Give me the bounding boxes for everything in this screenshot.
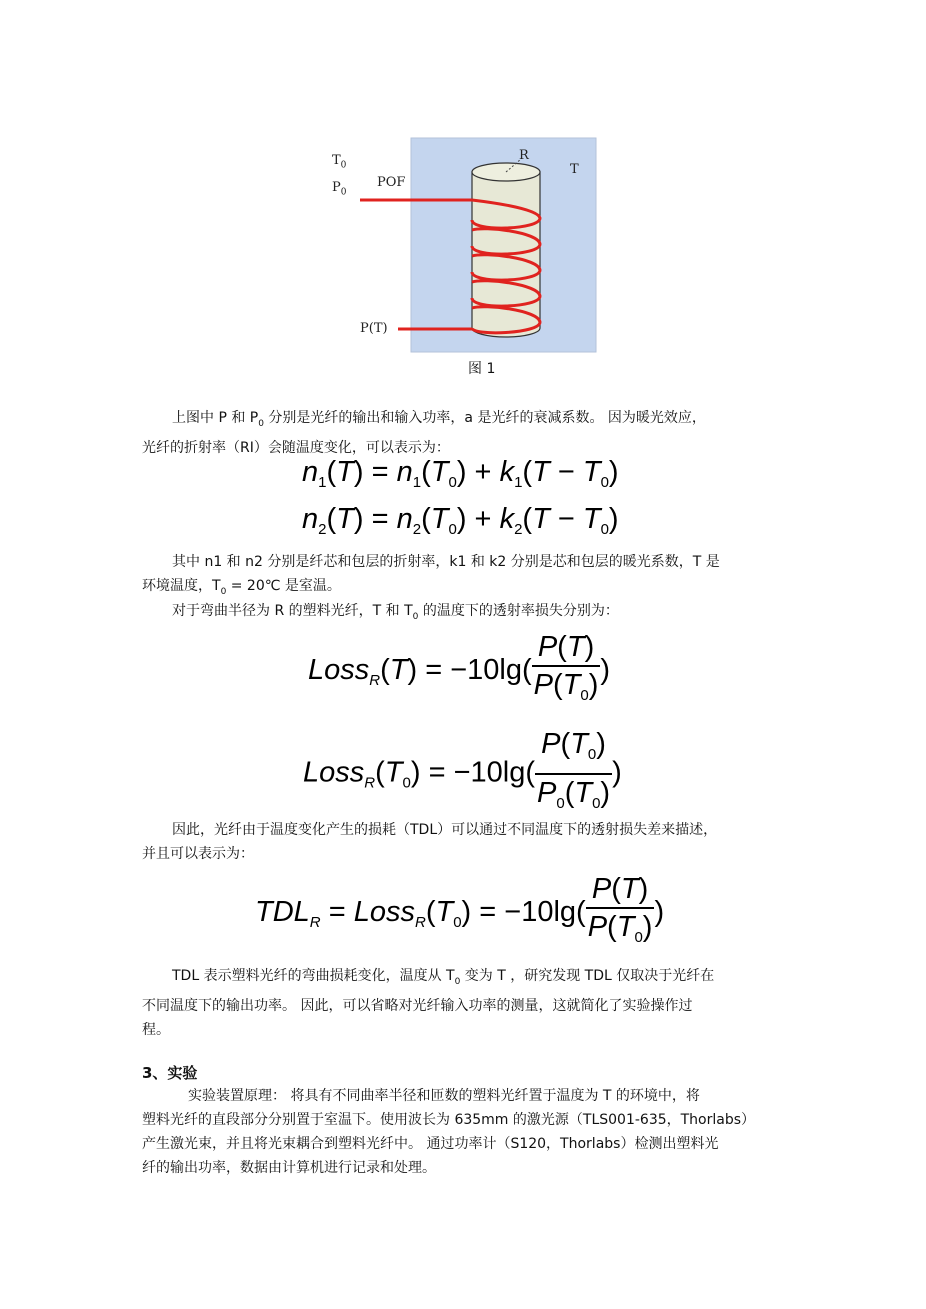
label-output-power: P(T) <box>360 321 388 336</box>
paragraph-tdl-explanation: TDL 表示塑料光纤的弯曲损耗变化，温度从 $T_0$ 变为 T ，研究发现 TDL 仅取决于光纤在 不同温度下的输出功率。 因此，可以省略对光纤输入功率的测量，这就简化了实验操作过 程。 <box>142 968 715 1038</box>
figure-illustration <box>0 0 926 400</box>
paragraph-intro: 上图中 P 和 $P_0$ 分别是光纤的输出和输入功率，a 是光纤的衰减系数。 因为暖光效应， 光纤的折射率（RI）会随温度变化，可以表示为： <box>142 410 706 456</box>
paragraph-experiment: 实验装置原理： 将具有不同曲率半径和匝数的塑料光纤置于温度为 T 的环境中，将 塑料光纤的直段部分分别置于室温下。使用波长为 635mm 的激光源（TLS001-635，Thorlabs） 产生激光束，并且将光束耦合到塑料光纤中。 通过功率计（S120，Thorlabs）检测出塑料光 纤的输出功率，数据由计算机进行记录和处理。 <box>142 1088 756 1176</box>
label-temperature: T <box>570 162 579 177</box>
fraction: $\frac{P(T_0)}{P_0(T_0)}$ <box>537 728 611 812</box>
fraction: $\frac{P(T)}{P(T_0)}$ <box>587 873 653 946</box>
label-p0: $P_0$ <box>332 180 347 198</box>
equation-n1: $n_1(T) = n_1(T_0) + k_1(T - T_0)$ <box>302 456 619 491</box>
equation-n2: $n_2(T) = n_2(T_0) + k_2(T - T_0)$ <box>302 503 619 538</box>
equation-loss-t: Loss$_R$(T) = −10lg( $\frac{P(T)}{P(T_0)}$ ) <box>308 630 610 713</box>
paragraph-loss-intro: 对于弯曲半径为 R 的塑料光纤，T 和 $T_0$ 的温度下的透射率损失分别为： <box>172 603 619 622</box>
label-radius: R <box>519 148 529 163</box>
section-heading: 3、实验 <box>142 1064 198 1082</box>
paragraph-definitions: 其中 n1 和 n2 分别是纤芯和包层的折射率，k1 和 k2 分别是芯和包层的暖光系数，T 是 环境温度，$T_0$ = 20℃ 是室温。 <box>142 554 720 597</box>
equation-loss-t0: $Loss_R(T_0) = -10\lg$( $\frac{P(T_0)}{P_0(T_0)}$ ) <box>303 727 622 821</box>
paragraph-tdl-intro: 因此，光纤由于温度变化产生的损耗（TDL）可以通过不同温度下的透射损失差来描述， 并且可以表示为： <box>142 822 718 862</box>
figure-caption: 图 1 <box>468 361 496 377</box>
label-t0: $T_0$ <box>332 153 347 171</box>
equation-tdl: $TDL_R$ = $Loss_R(T_0) = -10\lg$( $\frac{P(T)}{P(T_0)}$ ) <box>255 872 664 955</box>
fraction: $\frac{P(T)}{P(T_0)}$ <box>533 631 599 704</box>
label-pof: POF <box>377 175 406 190</box>
